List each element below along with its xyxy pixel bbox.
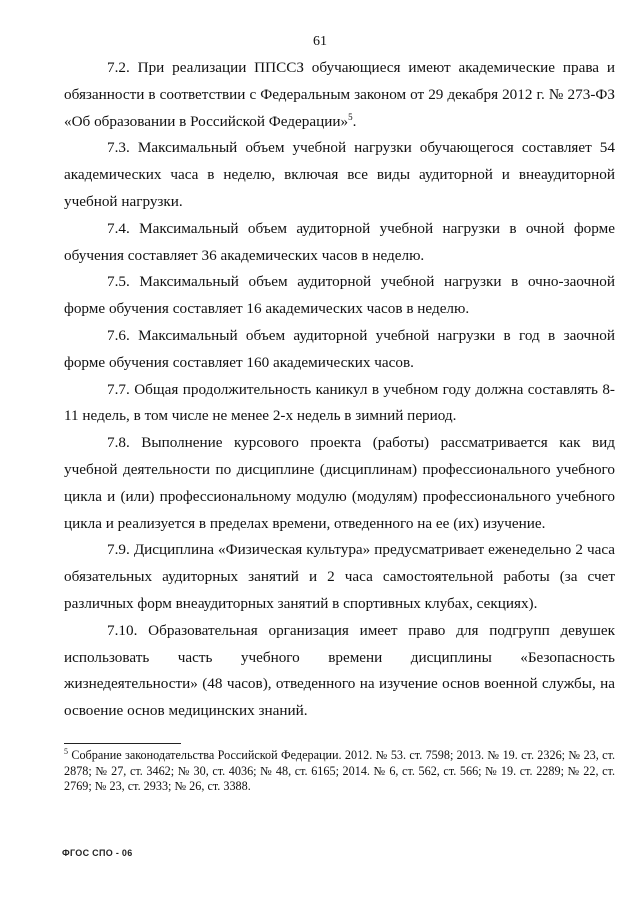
paragraph-7-6: 7.6. Максимальный объем аудиторной учебной нагрузки в год в заочной форме обучения составляет 160 академических часов. bbox=[64, 326, 615, 371]
paragraph-7-3: 7.3. Максимальный объем учебной нагрузки обучающегося составляет 54 академических часа в неделю, включая все виды аудиторной и внеаудиторной учебной нагрузки. bbox=[64, 139, 615, 210]
document-code: ФГОС СПО - 06 bbox=[62, 848, 133, 858]
paragraph-7-2 bbox=[64, 55, 615, 135]
paragraph-7-5: 7.5. Максимальный объем аудиторной учебной нагрузки в очно-заочной форме обучения составляет 16 академических часов в неделю. bbox=[64, 273, 615, 318]
paragraph-text: 7.2. При реализации ППССЗ обучающиеся имеют академические права и обязанности в соответствии с Федеральным законом от 29 декабря 2012 г. № 273-ФЗ «Об образовании в Российской Федерации» bbox=[64, 59, 615, 130]
footnote bbox=[64, 748, 615, 795]
paragraph-7-10: 7.10. Образовательная организация имеет право для подгрупп девушек использовать часть учебного времени дисциплины «Безопасность жизнедеятельности» (48 часов), отведенного на изучение основ военной службы, на освоение основ медицинских знаний. bbox=[64, 621, 615, 720]
footnote-text: Собрание законодательства Российской Федерации. 2012. № 53. ст. 7598; 2013. № 19. ст. 2326; № 23, ст. 2878; № 27, ст. 3462; № 30, ст. 4036; № 48, ст. 6165; 2014. № 6, ст. 562, ст. 566; № 19. ст. 2289; № 22, ст. 2769; № 23, ст. 2933; № 26, ст. 3388. bbox=[64, 748, 615, 794]
page-number: 61 bbox=[313, 34, 327, 49]
footnote-divider bbox=[64, 743, 181, 744]
footnote-marker: 5 bbox=[64, 746, 68, 756]
paragraph-7-7: 7.7. Общая продолжительность каникул в учебном году должна составлять 8-11 недель, в том числе не менее 2-х недель в зимний период. bbox=[64, 380, 615, 425]
paragraph-7-4: 7.4. Максимальный объем аудиторной учебной нагрузки в очной форме обучения составляет 36 академических часов в неделю. bbox=[64, 219, 615, 264]
paragraph-7-9: 7.9. Дисциплина «Физическая культура» предусматривает еженедельно 2 часа обязательных аудиторных занятий и 2 часа самостоятельной работы (за счет различных форм внеаудиторных занятий в спортивных клубах, секциях). bbox=[64, 541, 615, 612]
footnote-reference[interactable]: 5 bbox=[348, 111, 353, 122]
body-text bbox=[64, 55, 615, 725]
paragraph-tail: . bbox=[352, 112, 357, 130]
paragraph-7-8: 7.8. Выполнение курсового проекта (работы) рассматривается как вид учебной деятельности по дисциплине (дисциплинам) профессионального учебного цикла и (или) профессиональному модулю (модулям) профессионального учебного цикла и реализуется в пределах времени, отведенного на ее (их) изучение. bbox=[64, 434, 615, 532]
